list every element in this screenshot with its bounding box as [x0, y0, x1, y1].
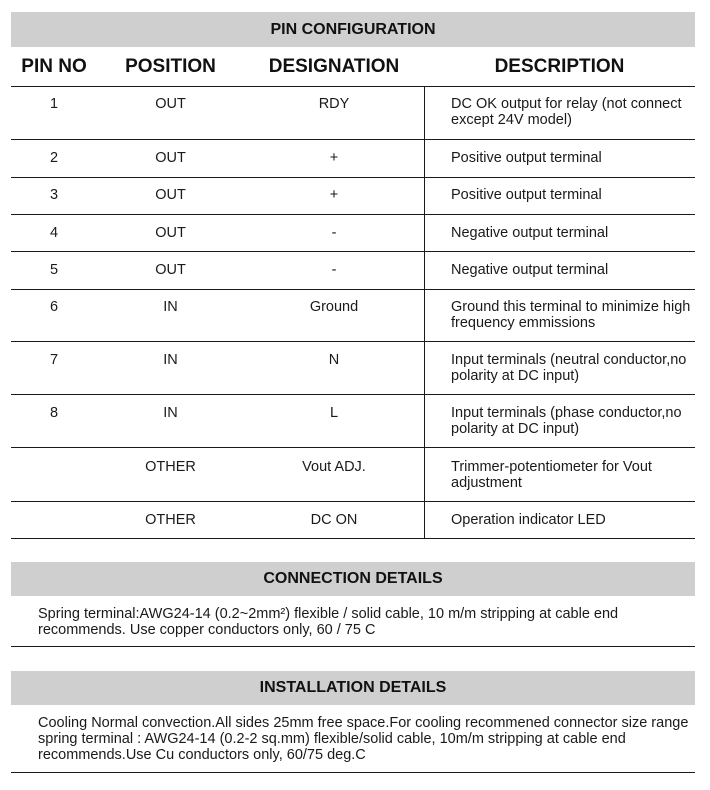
table-cell: DC OK output for relay (not connect except 24V model): [451, 96, 682, 128]
table-rule: [11, 214, 695, 215]
table-cell: 3: [49, 187, 59, 203]
table-rule: [11, 86, 695, 87]
table-cell: 5: [49, 262, 59, 278]
table-cell: L: [329, 405, 339, 421]
table-rule: [11, 538, 695, 539]
installation-title: INSTALLATION DETAILS: [259, 679, 447, 696]
table-cell: OTHER: [145, 512, 196, 528]
header-pin-no: PIN NO: [21, 56, 87, 77]
connection-title-band: [11, 562, 695, 596]
table-cell: IN: [163, 405, 178, 421]
header-designation: DESIGNATION: [268, 56, 400, 77]
installation-text: Cooling Normal convection.All sides 25mm free space.For cooling recommened connector size range spring terminal : AWG24-14 (0.2-2 sq.mm) flexible/solid cable, 10m/m stripping at cable end recommends.Use Cu conductors only, 60/75 deg.C: [38, 715, 689, 763]
table-cell: IN: [163, 299, 178, 315]
table-cell: 8: [49, 405, 59, 421]
header-position: POSITION: [125, 56, 216, 77]
table-cell: OUT: [155, 96, 186, 112]
table-cell: DC ON: [310, 512, 358, 528]
connection-title: CONNECTION DETAILS: [263, 570, 443, 587]
table-cell: OTHER: [145, 459, 196, 475]
table-cell: -: [331, 225, 337, 241]
table-rule: [11, 394, 695, 395]
pin-config-title-band: [11, 12, 695, 47]
header-description: DESCRIPTION: [494, 56, 625, 77]
table-cell: Trimmer-potentiometer for Vout adjustment: [451, 459, 652, 491]
table-rule: [11, 177, 695, 178]
table-rule: [11, 501, 695, 502]
table-cell: Operation indicator LED: [451, 512, 606, 528]
table-rule: [11, 341, 695, 342]
table-cell: 7: [49, 352, 59, 368]
connection-text: Spring terminal:AWG24-14 (0.2~2mm²) flexible / solid cable, 10 m/m stripping at cable end recommends. Use copper conductors only, 60 / 75 C: [38, 606, 619, 638]
table-cell: Input terminals (phase conductor,no polarity at DC input): [451, 405, 682, 437]
section-rule: [11, 646, 695, 647]
table-cell: Negative output terminal: [451, 225, 609, 241]
table-rule: [11, 447, 695, 448]
table-cell: +: [329, 187, 339, 203]
table-cell: 6: [49, 299, 59, 315]
table-cell: OUT: [155, 225, 186, 241]
table-cell: Positive output terminal: [451, 150, 602, 166]
table-rule: [11, 139, 695, 140]
table-cell: 1: [49, 96, 59, 112]
installation-title-band: [11, 671, 695, 705]
table-cell: OUT: [155, 187, 186, 203]
table-cell: OUT: [155, 262, 186, 278]
table-cell: IN: [163, 352, 178, 368]
table-cell: Ground: [309, 299, 359, 315]
table-cell: 2: [49, 150, 59, 166]
table-cell: Input terminals (neutral conductor,no polarity at DC input): [451, 352, 687, 384]
section-rule: [11, 772, 695, 773]
table-cell: Ground this terminal to minimize high frequency emmissions: [451, 299, 691, 331]
table-cell: Negative output terminal: [451, 262, 609, 278]
table-cell: +: [329, 150, 339, 166]
table-cell: RDY: [318, 96, 350, 112]
table-cell: N: [328, 352, 340, 368]
table-rule: [11, 251, 695, 252]
table-cell: Vout ADJ.: [302, 459, 366, 475]
description-column-divider: [424, 86, 425, 538]
table-rule: [11, 289, 695, 290]
pin-config-title: PIN CONFIGURATION: [270, 21, 436, 38]
table-cell: 4: [49, 225, 59, 241]
table-cell: OUT: [155, 150, 186, 166]
table-cell: Positive output terminal: [451, 187, 602, 203]
table-cell: -: [331, 262, 337, 278]
